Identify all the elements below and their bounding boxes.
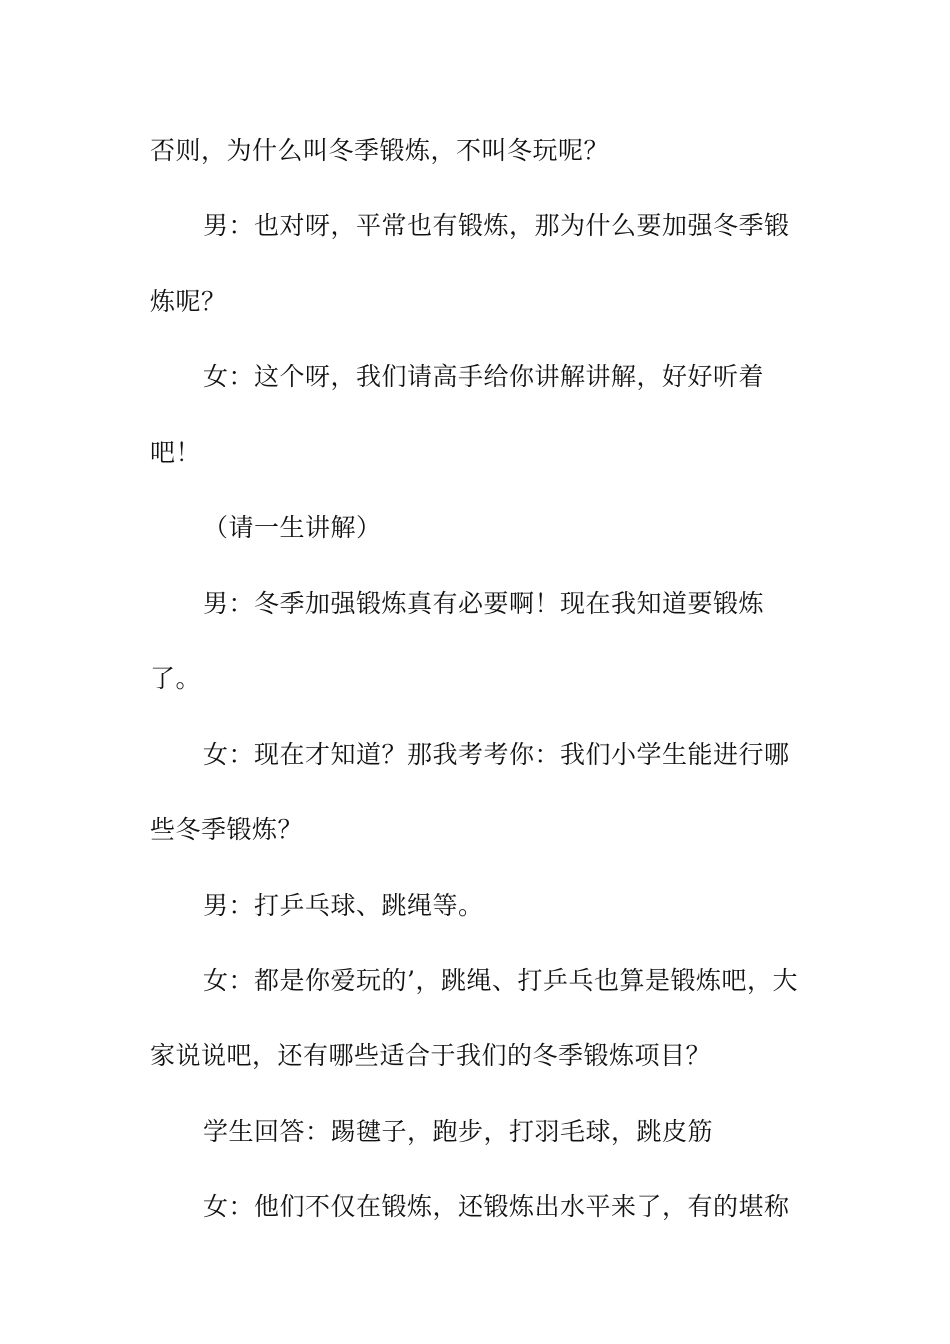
text-line-4: 女：这个呀，我们请高手给你讲解讲解，好好听着: [203, 362, 765, 391]
text-line-2: 男：也对呀，平常也有锻炼，那为什么要加强冬季锻: [203, 211, 790, 240]
text-line-10: 些冬季锻炼？: [150, 815, 304, 844]
text-line-5: 吧！: [150, 438, 202, 467]
text-line-9: 女：现在才知道？那我考考你：我们小学生能进行哪: [203, 740, 790, 769]
text-line-12: 女：都是你爱玩的’，跳绳、打乒乓也算是锻炼吧，大: [203, 966, 798, 995]
text-line-8: 了。: [150, 664, 202, 693]
text-line-13: 家说说吧，还有哪些适合于我们的冬季锻炼项目？: [150, 1041, 712, 1070]
text-line-6: （请一生讲解）: [203, 513, 382, 542]
text-line-1: 否则，为什么叫冬季锻炼，不叫冬玩呢？: [150, 136, 610, 165]
text-line-11: 男：打乒乓球、跳绳等。: [203, 891, 484, 920]
text-line-3: 炼呢？: [150, 287, 227, 316]
text-line-7: 男：冬季加强锻炼真有必要啊！现在我知道要锻炼: [203, 589, 765, 618]
text-line-14: 学生回答：踢毽子，跑步，打羽毛球，跳皮筋: [203, 1117, 714, 1146]
text-line-15: 女：他们不仅在锻炼，还锻炼出水平来了，有的堪称: [203, 1192, 790, 1221]
